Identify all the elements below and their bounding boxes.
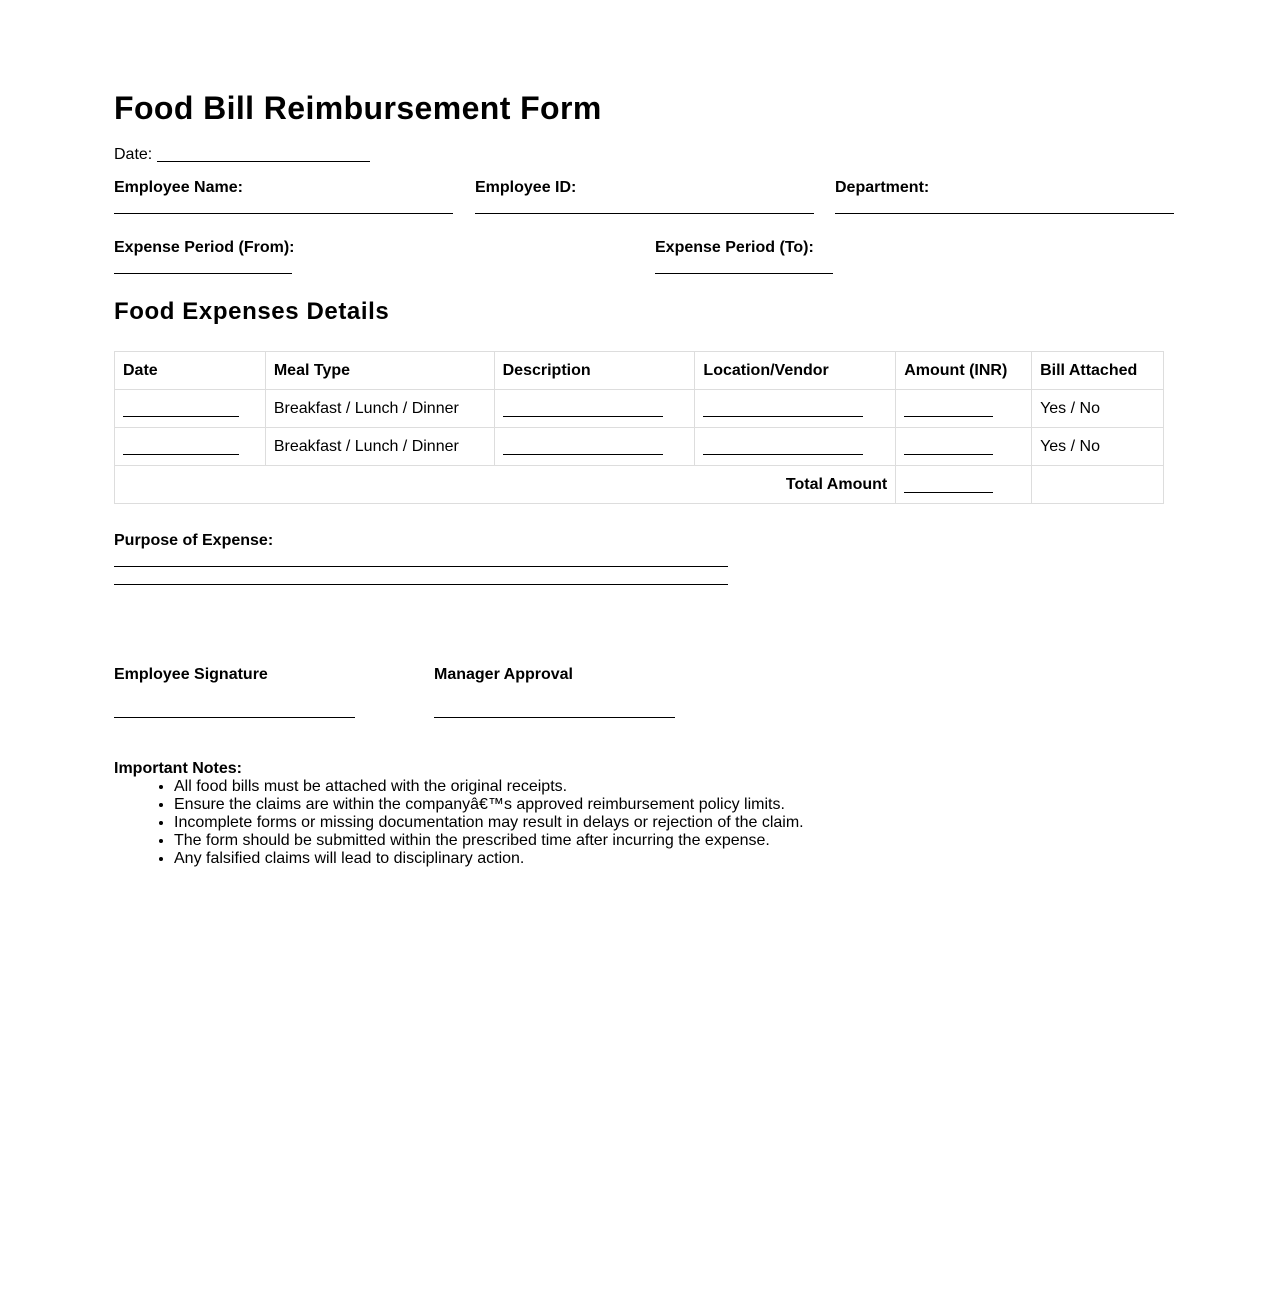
row-meal-type-cell: Breakfast / Lunch / Dinner (265, 390, 494, 428)
purpose-line-1[interactable] (114, 566, 728, 567)
expenses-table (114, 351, 1164, 504)
amount-blank[interactable] (904, 440, 993, 455)
header-description: Description (494, 352, 695, 390)
total-amount-cell (896, 466, 1032, 504)
department-input-line[interactable] (835, 213, 1174, 214)
table-header-row (115, 352, 1164, 390)
manager-approval-field (434, 666, 675, 720)
expenses-section-title: Food Expenses Details (114, 298, 390, 325)
row-amount-cell (896, 428, 1032, 466)
list-item: • Incomplete forms or missing documentation may result in delays or rejection of the claim. (174, 814, 804, 832)
row-date-cell (115, 390, 266, 428)
table-row (115, 390, 1164, 428)
employee-id-field (475, 179, 814, 215)
row-description-cell (494, 390, 695, 428)
header-meal-type: Meal Type (265, 352, 494, 390)
row-bill-attached-cell[interactable]: Yes / No (1032, 428, 1164, 466)
total-amount-label: Total Amount (115, 466, 896, 504)
employee-name-input-line[interactable] (114, 213, 453, 214)
department-label: Department: (835, 179, 930, 196)
notes-list (114, 778, 804, 868)
purpose-section (114, 532, 273, 550)
row-amount-cell (896, 390, 1032, 428)
date-input-line[interactable] (157, 145, 370, 162)
page-title: Food Bill Reimbursement Form (114, 90, 602, 126)
expense-period-from-field (114, 239, 414, 275)
row-date-cell (115, 428, 266, 466)
header-bill-attached: Bill Attached (1032, 352, 1164, 390)
employee-name-field (114, 179, 453, 215)
employee-id-input-line[interactable] (475, 213, 814, 214)
row-location-cell (695, 390, 896, 428)
date-blank[interactable] (123, 402, 239, 417)
expense-period-to-label: Expense Period (To): (655, 239, 814, 256)
header-date: Date (115, 352, 266, 390)
total-empty-cell (1032, 466, 1164, 504)
location-blank[interactable] (703, 440, 863, 455)
employee-signature-field (114, 666, 355, 720)
row-bill-attached-cell[interactable]: Yes / No (1032, 390, 1164, 428)
manager-approval-line[interactable] (434, 717, 675, 718)
description-blank[interactable] (503, 402, 663, 417)
employee-signature-label: Employee Signature (114, 666, 268, 683)
header-location-vendor: Location/Vendor (695, 352, 896, 390)
location-blank[interactable] (703, 402, 863, 417)
header-amount: Amount (INR) (896, 352, 1032, 390)
manager-approval-label: Manager Approval (434, 666, 573, 683)
total-row (115, 466, 1164, 504)
expense-period-to-input-line[interactable] (655, 273, 833, 274)
employee-signature-line[interactable] (114, 717, 355, 718)
list-item: • All food bills must be attached with the original receipts. (174, 778, 804, 796)
list-item: • Any falsified claims will lead to disciplinary action. (174, 850, 804, 868)
row-description-cell (494, 428, 695, 466)
date-label: Date: (114, 146, 153, 163)
expense-period-from-input-line[interactable] (114, 273, 292, 274)
description-blank[interactable] (503, 440, 663, 455)
date-blank[interactable] (123, 440, 239, 455)
expense-period-to-field (655, 239, 955, 275)
employee-id-label: Employee ID: (475, 179, 577, 196)
important-notes (114, 760, 804, 868)
purpose-line-2[interactable] (114, 584, 728, 585)
row-location-cell (695, 428, 896, 466)
department-field (835, 179, 1174, 215)
notes-title: Important Notes: (114, 760, 242, 777)
row-meal-type-cell: Breakfast / Lunch / Dinner (265, 428, 494, 466)
list-item: • The form should be submitted within the prescribed time after incurring the expense. (174, 832, 804, 850)
expense-period-from-label: Expense Period (From): (114, 239, 295, 256)
date-field (114, 145, 370, 164)
purpose-label: Purpose of Expense: (114, 532, 274, 549)
list-item: • Ensure the claims are within the companyâ€™s approved reimbursement policy limits. (174, 796, 804, 814)
total-amount-blank[interactable] (904, 478, 993, 493)
employee-name-label: Employee Name: (114, 179, 243, 196)
amount-blank[interactable] (904, 402, 993, 417)
table-row (115, 428, 1164, 466)
